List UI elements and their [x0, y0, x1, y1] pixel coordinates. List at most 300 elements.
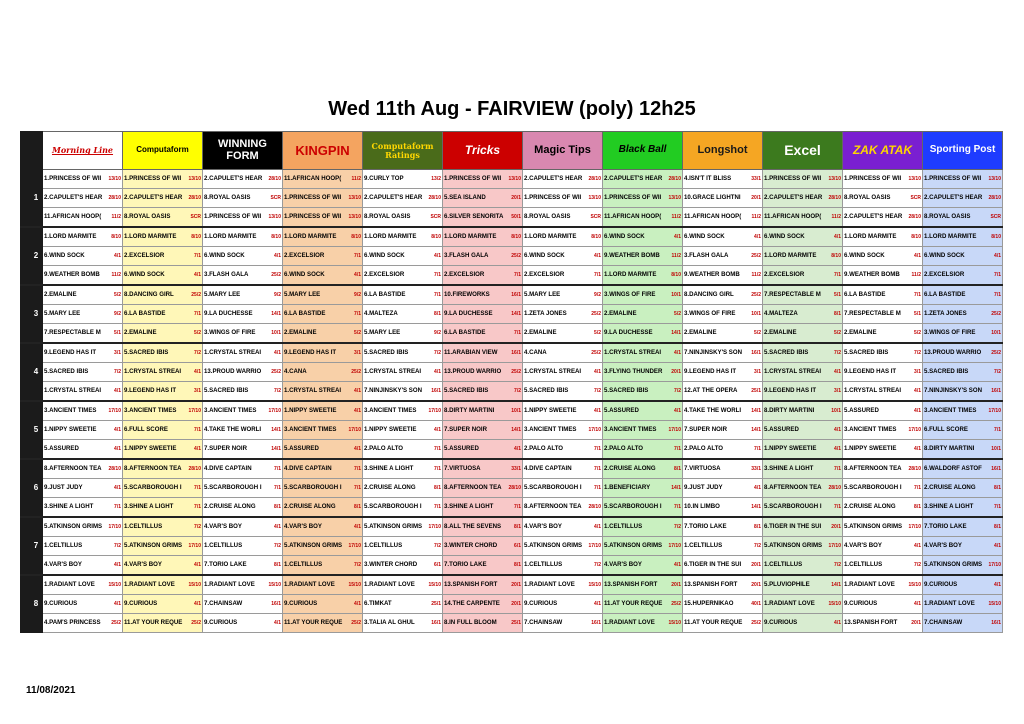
horse-name: 8.AFTERNOON TEA — [124, 465, 182, 472]
odds-value: 14/1 — [751, 408, 761, 414]
tip-cell — [603, 343, 683, 363]
horse-name: 1.PRINCESS OF WII — [204, 213, 262, 220]
horse-name: 1.CELTILLUS — [604, 523, 643, 530]
tip-cell — [443, 382, 523, 402]
odds-value: 11/2 — [351, 176, 361, 182]
odds-value: 40/1 — [751, 601, 761, 607]
tip-cell — [683, 170, 763, 189]
tip-cell — [683, 595, 763, 614]
horse-name: 5.SCARBOROUGH I — [204, 484, 262, 491]
horse-name: 1.CRYSTAL STREAI — [604, 349, 662, 356]
horse-name: 5.ASSURED — [444, 445, 479, 452]
column-header-label: ZAK ATAK — [852, 143, 913, 158]
tip-cell — [443, 556, 523, 576]
horse-name: 2.CAPULET'S HEAR — [524, 175, 583, 182]
horse-name: 1.LORD MARMITE — [364, 233, 417, 240]
tip-cell — [123, 498, 203, 518]
tip-cell — [123, 227, 203, 247]
horse-name: 1.LORD MARMITE — [604, 271, 657, 278]
tip-cell — [363, 440, 443, 460]
odds-value: 13/10 — [348, 195, 361, 201]
tip-cell — [43, 575, 123, 595]
horse-name: 4.VAR'S BOY — [844, 542, 882, 549]
odds-value: 3/1 — [754, 369, 761, 375]
horse-name: 5.ATKINSON GRIMS — [44, 523, 103, 530]
odds-value: 4/1 — [834, 234, 841, 240]
tip-cell — [603, 324, 683, 344]
tip-cell — [843, 401, 923, 421]
odds-value: 3/1 — [114, 350, 121, 356]
tip-cell — [603, 208, 683, 228]
tip-cell — [123, 324, 203, 344]
tip-cell — [283, 266, 363, 286]
horse-name: 3.SHINE A LIGHT — [924, 503, 974, 510]
tip-cell — [203, 324, 283, 344]
horse-name: 3.SHINE A LIGHT — [124, 503, 174, 510]
horse-name: 11.AFRICAN HOOP( — [684, 213, 742, 220]
horse-name: 6.WIND SOCK — [204, 252, 245, 259]
odds-value: 10/1 — [751, 311, 761, 317]
odds-value: 20/1 — [511, 601, 521, 607]
horse-name: 11.AT YOUR REQUE — [124, 619, 183, 626]
odds-value: 13/10 — [588, 195, 601, 201]
horse-name: 13.SPANISH FORT — [444, 581, 498, 588]
odds-value: 25/2 — [751, 292, 761, 298]
odds-value: 8/10 — [831, 253, 841, 259]
horse-name: 1.LORD MARMITE — [124, 233, 177, 240]
tips-body — [21, 170, 1003, 633]
tip-cell — [443, 479, 523, 498]
odds-value: 8/10 — [991, 234, 1001, 240]
odds-value: 7/1 — [594, 446, 601, 452]
horse-name: 1.CELTILLUS — [124, 523, 163, 530]
tip-cell — [843, 266, 923, 286]
horse-name: 5.SCARBOROUGH I — [524, 484, 582, 491]
odds-value: 8/1 — [834, 311, 841, 317]
horse-name: 7.NINJINSKY'S SON — [684, 349, 743, 356]
odds-value: 8/1 — [514, 562, 521, 568]
tip-cell — [283, 537, 363, 556]
odds-value: SCR — [990, 214, 1001, 220]
tip-cell — [283, 285, 363, 305]
horse-name: 11.AT YOUR REQUE — [684, 619, 743, 626]
horse-name: 9.WEATHER BOMB — [44, 271, 100, 278]
rail-marker — [21, 440, 30, 460]
tip-cell — [923, 498, 1003, 518]
tip-cell — [763, 363, 843, 382]
tip-cell — [843, 189, 923, 208]
odds-value: 4/1 — [354, 446, 361, 452]
tip-cell — [283, 440, 363, 460]
odds-value: 4/1 — [594, 601, 601, 607]
tip-cell — [43, 459, 123, 479]
odds-value: 33/1 — [751, 466, 761, 472]
tip-cell — [283, 421, 363, 440]
horse-name: 6.TIMKAT — [364, 600, 392, 607]
horse-name: 2.EMALINE — [124, 329, 157, 336]
tip-cell — [843, 208, 923, 228]
horse-name: 5.ATKINSON GRIMS — [364, 523, 423, 530]
horse-name: 1.RADIANT LOVE — [844, 581, 895, 588]
tip-cell — [843, 575, 923, 595]
tip-cell — [43, 285, 123, 305]
horse-name: 2.PALO ALTO — [364, 445, 404, 452]
rail-marker — [21, 498, 30, 518]
horse-name: 6.WIND SOCK — [684, 233, 725, 240]
tip-cell — [843, 595, 923, 614]
horse-name: 1.NIPPY SWEETIE — [284, 407, 337, 414]
race-number: 3 — [30, 285, 43, 343]
horse-name: 1.PRINCESS OF WII — [604, 194, 662, 201]
odds-value: 11/2 — [111, 214, 121, 220]
tip-cell — [363, 614, 443, 633]
horse-name: 4.TAKE THE WORLI — [684, 407, 742, 414]
odds-value: 14/1 — [511, 427, 521, 433]
tip-cell — [363, 170, 443, 189]
horse-name: 11.ARABIAN VIEW — [444, 349, 498, 356]
odds-value: 13/10 — [828, 176, 841, 182]
race-number: 7 — [30, 517, 43, 575]
table-row — [21, 614, 1003, 633]
odds-value: 7/1 — [114, 504, 121, 510]
odds-value: 7/2 — [274, 543, 281, 549]
tip-cell — [123, 421, 203, 440]
odds-value: 8/1 — [914, 504, 921, 510]
column-header-label: Sporting Post — [929, 144, 996, 156]
rail-marker — [21, 208, 30, 228]
odds-value: 4/1 — [274, 524, 281, 530]
odds-value: 17/10 — [348, 543, 361, 549]
odds-value: 11/2 — [111, 272, 121, 278]
tip-cell — [363, 595, 443, 614]
odds-value: 4/1 — [274, 350, 281, 356]
horse-name: 3.FLYING THUNDER — [604, 368, 663, 375]
horse-name: 11.AFRICAN HOOP( — [44, 213, 102, 220]
odds-value: 8/1 — [274, 504, 281, 510]
odds-value: 13/10 — [988, 176, 1001, 182]
tip-cell — [523, 189, 603, 208]
odds-value: 28/10 — [588, 504, 601, 510]
tip-cell — [43, 537, 123, 556]
odds-value: 11/2 — [751, 214, 761, 220]
tip-cell — [123, 556, 203, 576]
tip-cell — [203, 595, 283, 614]
tip-cell — [203, 479, 283, 498]
odds-value: 8/1 — [354, 504, 361, 510]
odds-value: 25/1 — [751, 388, 761, 394]
horse-name: 2.EXCELSIOR — [364, 271, 405, 278]
horse-name: 5.SACRED IBIS — [204, 387, 249, 394]
rail-marker — [21, 556, 30, 576]
odds-value: 14/1 — [511, 311, 521, 317]
odds-value: 7/1 — [434, 272, 441, 278]
horse-name: 4.PAM'S PRINCESS — [44, 619, 101, 626]
horse-name: 5.SACRED IBIS — [444, 387, 489, 394]
odds-value: 15/10 — [188, 582, 201, 588]
header-spacer — [30, 132, 43, 170]
tip-cell — [523, 575, 603, 595]
horse-name: 7.VIRTUOSA — [444, 465, 481, 472]
odds-value: 28/10 — [508, 485, 521, 491]
tip-cell — [123, 537, 203, 556]
tip-cell — [923, 575, 1003, 595]
horse-name: 9.LEGEND HAS IT — [764, 387, 817, 394]
odds-value: 7/1 — [354, 253, 361, 259]
table-row — [21, 401, 1003, 421]
tip-cell — [443, 305, 523, 324]
tip-cell — [283, 517, 363, 537]
odds-value: 8/10 — [671, 272, 681, 278]
odds-value: 28/10 — [588, 176, 601, 182]
tip-cell — [603, 498, 683, 518]
tip-cell — [123, 614, 203, 633]
odds-value: 25/2 — [591, 311, 601, 317]
tip-cell — [283, 382, 363, 402]
page-title: Wed 11th Aug - FAIRVIEW (poly) 12h25 — [328, 98, 696, 120]
horse-name: 11.AT YOUR REQUE — [284, 619, 343, 626]
horse-name: 4.VAR'S BOY — [524, 523, 562, 530]
odds-value: 20/1 — [511, 582, 521, 588]
tip-cell — [283, 305, 363, 324]
tip-cell — [683, 266, 763, 286]
horse-name: 8.AFTERNOON TEA — [444, 484, 502, 491]
tip-cell — [763, 324, 843, 344]
horse-name: 5.ATKINSON GRIMS — [924, 561, 983, 568]
horse-name: 8.AFTERNOON TEA — [764, 484, 822, 491]
odds-value: 25/2 — [351, 620, 361, 626]
horse-name: 1.PRINCESS OF WII — [124, 175, 182, 182]
horse-name: 2.EMALINE — [44, 291, 77, 298]
table-row — [21, 517, 1003, 537]
column-header-label: Longshot — [697, 143, 748, 156]
tip-cell — [43, 595, 123, 614]
tip-cell — [203, 517, 283, 537]
table-row — [21, 343, 1003, 363]
odds-value: 25/2 — [751, 620, 761, 626]
horse-name: 8.ROYAL OASIS — [124, 213, 171, 220]
tip-cell — [843, 285, 923, 305]
tip-cell — [523, 421, 603, 440]
horse-name: 7.VIRTUOSA — [684, 465, 721, 472]
odds-value: SCR — [270, 195, 281, 201]
odds-value: 15/10 — [108, 582, 121, 588]
column-header-7 — [523, 132, 603, 170]
odds-value: 4/1 — [434, 369, 441, 375]
odds-value: 16/1 — [431, 388, 441, 394]
odds-value: 25/2 — [991, 350, 1001, 356]
tip-cell — [203, 498, 283, 518]
tip-cell — [523, 343, 603, 363]
tip-cell — [763, 595, 843, 614]
tip-cell — [43, 363, 123, 382]
tip-cell — [203, 459, 283, 479]
odds-value: 20/1 — [511, 195, 521, 201]
odds-value: 10/1 — [671, 292, 681, 298]
tip-cell — [203, 189, 283, 208]
horse-name: 5.MARY LEE — [524, 291, 561, 298]
tip-cell — [283, 324, 363, 344]
odds-value: 7/2 — [194, 350, 201, 356]
odds-value: 5/2 — [114, 292, 121, 298]
horse-name: 2.CAPULET'S HEAR — [604, 175, 663, 182]
odds-value: 10/1 — [271, 330, 281, 336]
column-header-6 — [443, 132, 523, 170]
odds-value: 3/1 — [354, 350, 361, 356]
tip-cell — [123, 440, 203, 460]
tip-cell — [683, 459, 763, 479]
odds-value: 16/1 — [431, 620, 441, 626]
horse-name: 3.ANCIENT TIMES — [364, 407, 417, 414]
tip-cell — [123, 343, 203, 363]
odds-value: 3/1 — [194, 388, 201, 394]
odds-value: 15/10 — [588, 582, 601, 588]
odds-value: 17/10 — [908, 427, 921, 433]
horse-name: 13.PROUD WARRIO — [924, 349, 982, 356]
horse-name: 1.CELTILLUS — [524, 561, 563, 568]
horse-name: 5.SCARBOROUGH I — [364, 503, 422, 510]
tip-cell — [283, 208, 363, 228]
odds-value: 20/1 — [751, 195, 761, 201]
odds-value: 4/1 — [354, 524, 361, 530]
odds-value: 8/1 — [514, 524, 521, 530]
header-row — [21, 132, 1003, 170]
horse-name: 3.ANCIENT TIMES — [924, 407, 977, 414]
odds-value: 7/1 — [194, 253, 201, 259]
horse-name: 9.LA DUCHESSE — [604, 329, 653, 336]
horse-name: 1.LORD MARMITE — [924, 233, 977, 240]
race-number: 8 — [30, 575, 43, 633]
tip-cell — [683, 498, 763, 518]
tip-cell — [443, 363, 523, 382]
tip-cell — [683, 382, 763, 402]
tip-cell — [523, 170, 603, 189]
odds-value: 17/10 — [348, 427, 361, 433]
odds-value: 25/2 — [191, 620, 201, 626]
odds-value: 4/1 — [834, 427, 841, 433]
tip-cell — [603, 595, 683, 614]
horse-name: 3.SHINE A LIGHT — [44, 503, 94, 510]
horse-name: 5.MARY LEE — [204, 291, 241, 298]
horse-name: 6.WIND SOCK — [44, 252, 85, 259]
tip-cell — [523, 498, 603, 518]
horse-name: 5.SCARBOROUGH I — [764, 503, 822, 510]
horse-name: 3.ANCIENT TIMES — [284, 426, 337, 433]
horse-name: 2.CAPULET'S HEAR — [844, 213, 903, 220]
tip-cell — [443, 421, 523, 440]
tip-cell — [363, 498, 443, 518]
tip-cell — [523, 382, 603, 402]
odds-value: 7/1 — [914, 485, 921, 491]
horse-name: 2.CAPULET'S HEAR — [364, 194, 423, 201]
tip-cell — [843, 363, 923, 382]
horse-name: 5.SACRED IBIS — [764, 349, 809, 356]
horse-name: 7.SUPER NOIR — [204, 445, 248, 452]
race-number: 2 — [30, 227, 43, 285]
odds-value: 8/1 — [754, 524, 761, 530]
tip-cell — [283, 459, 363, 479]
horse-name: 1.PRINCESS OF WII — [764, 175, 822, 182]
tip-cell — [923, 266, 1003, 286]
horse-name: 3.WINTER CHORD — [444, 542, 498, 549]
odds-value: 7/1 — [434, 446, 441, 452]
tip-cell — [43, 343, 123, 363]
odds-value: 8/1 — [434, 485, 441, 491]
odds-value: 9/2 — [434, 330, 441, 336]
odds-value: 4/1 — [754, 234, 761, 240]
horse-name: 7.SUPER NOIR — [444, 426, 488, 433]
odds-value: 7/2 — [514, 388, 521, 394]
tip-cell — [763, 343, 843, 363]
odds-value: 17/10 — [988, 408, 1001, 414]
tip-cell — [923, 479, 1003, 498]
tip-cell — [843, 537, 923, 556]
odds-value: 7/2 — [114, 543, 121, 549]
rail-marker — [21, 305, 30, 324]
odds-value: 25/2 — [991, 311, 1001, 317]
horse-name: 2.PALO ALTO — [604, 445, 644, 452]
horse-name: 9.JUST JUDY — [44, 484, 83, 491]
tip-cell — [603, 247, 683, 266]
tip-cell — [363, 459, 443, 479]
odds-value: 4/1 — [674, 562, 681, 568]
horse-name: 1.CRYSTAL STREAI — [524, 368, 582, 375]
odds-value: 17/10 — [188, 408, 201, 414]
horse-name: 8.IN FULL BLOOM — [444, 619, 497, 626]
tip-cell — [923, 343, 1003, 363]
tip-cell — [683, 517, 763, 537]
odds-value: 8/10 — [111, 234, 121, 240]
tip-cell — [283, 614, 363, 633]
odds-value: 25/2 — [271, 272, 281, 278]
tip-cell — [363, 575, 443, 595]
horse-name: 6.FULL SCORE — [124, 426, 168, 433]
horse-name: 2.EXCELSIOR — [124, 252, 165, 259]
odds-value: 4/1 — [114, 253, 121, 259]
rail-marker — [21, 537, 30, 556]
tip-cell — [203, 208, 283, 228]
odds-value: SCR — [590, 214, 601, 220]
horse-name: 5.ATKINSON GRIMS — [764, 542, 823, 549]
horse-name: 3.WINGS OF FIRE — [604, 291, 656, 298]
tip-cell — [363, 343, 443, 363]
horse-name: 5.ATKINSON GRIMS — [124, 542, 183, 549]
column-header-label: Morning Line — [51, 145, 114, 156]
tip-cell — [43, 479, 123, 498]
horse-name: 9.CURIOUS — [284, 600, 318, 607]
tip-cell — [43, 227, 123, 247]
horse-name: 1.RADIANT LOVE — [524, 581, 575, 588]
odds-value: 4/1 — [514, 446, 521, 452]
odds-value: 14/1 — [751, 427, 761, 433]
horse-name: 2.EMALINE — [764, 329, 797, 336]
horse-name: 4.ISN'T IT BLISS — [684, 175, 732, 182]
horse-name: 5.SCARBOROUGH I — [604, 503, 662, 510]
horse-name: 3.FLASH GALA — [444, 252, 489, 259]
tip-cell — [843, 459, 923, 479]
odds-value: 8/1 — [434, 311, 441, 317]
odds-value: 15/10 — [988, 601, 1001, 607]
odds-value: 5/2 — [594, 330, 601, 336]
tip-cell — [363, 324, 443, 344]
odds-value: 20/1 — [751, 562, 761, 568]
odds-value: 7/1 — [594, 485, 601, 491]
odds-value: 20/1 — [671, 582, 681, 588]
odds-value: 25/2 — [511, 253, 521, 259]
odds-value: 17/10 — [108, 524, 121, 530]
tip-cell — [443, 440, 523, 460]
tip-cell — [843, 305, 923, 324]
horse-name: 2.CRUISE ALONG — [604, 465, 656, 472]
